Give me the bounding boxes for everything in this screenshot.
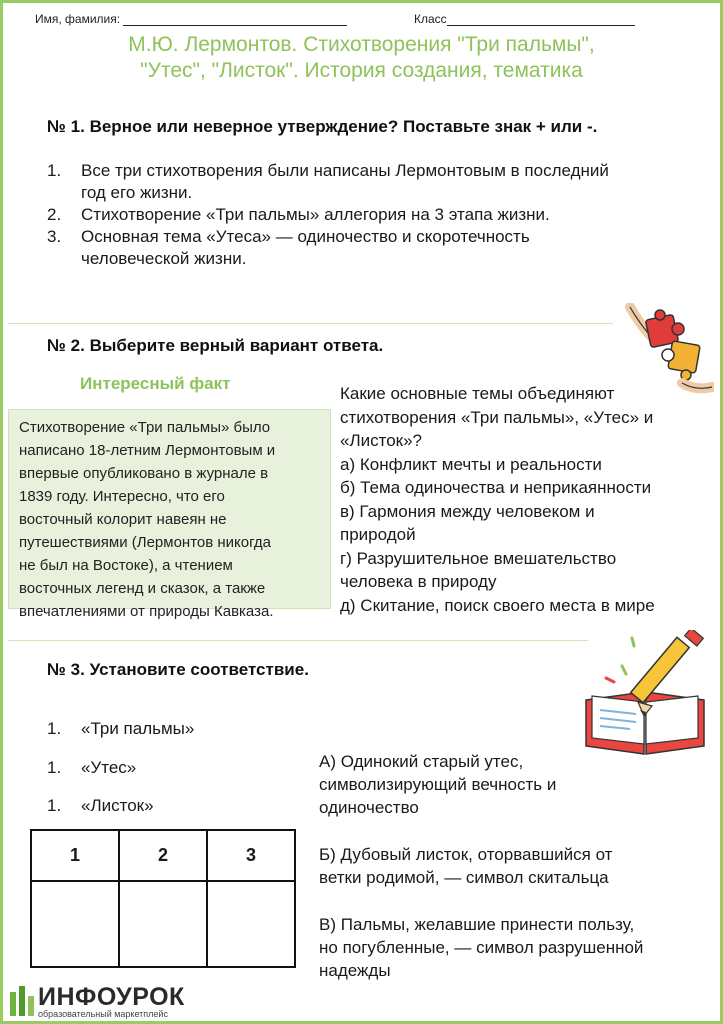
divider: [8, 323, 613, 324]
fact-title: Интересный факт: [80, 374, 231, 393]
fact-box: [8, 409, 331, 620]
logo-tagline: образовательный маркетплейс: [38, 1009, 168, 1019]
name-field: [35, 12, 347, 26]
logo-name: ИНФОУРОК: [38, 983, 185, 1011]
item-text: человеческой жизни.: [81, 249, 247, 268]
answer-table: [30, 829, 296, 968]
list-item: [47, 758, 136, 778]
name-label: Имя, фамилия:: [35, 12, 121, 26]
fact-line: не был на Востоке), а чтением: [19, 557, 233, 574]
table-header-row: [31, 830, 295, 881]
list-item: [47, 719, 194, 739]
book-pencil-icon: [582, 630, 712, 758]
title-line-1: М.Ю. Лермонтов. Стихотворения "Три пальмы",: [128, 33, 595, 56]
fact-line: Стихотворение «Три пальмы» было: [19, 419, 271, 436]
task1-heading: № 1. Верное или неверное утверждение? Поставьте знак + или -.: [47, 117, 598, 136]
answer-option: человека в природу: [340, 572, 497, 591]
fact-line: восточный колорит навеян не: [19, 511, 227, 528]
page-title: [40, 32, 683, 84]
task2-heading: № 2. Выберите верный вариант ответа.: [47, 336, 384, 355]
fact-line: 1839 году. Интересно, что его: [19, 488, 225, 505]
answer-option: природой: [340, 525, 416, 544]
answer-a: [319, 750, 709, 819]
answer-text: В) Пальмы, желавшие принести пользу,: [319, 915, 635, 934]
item-text: «Три пальмы»: [81, 719, 195, 738]
answer-option: д) Скитание, поиск своего места в мире: [340, 595, 655, 615]
answer-cell[interactable]: [119, 881, 207, 967]
item-text: «Утес»: [81, 758, 137, 777]
item-text: Все три стихотворения были написаны Лермонтовым в последний: [81, 161, 609, 180]
answer-b: [319, 843, 709, 889]
answer-text: надежды: [319, 961, 391, 980]
task3-heading: № 3. Установите соответствие.: [47, 660, 309, 679]
item-text: Стихотворение «Три пальмы» аллегория на 3 этапа жизни.: [81, 205, 550, 224]
answer-text: ветки родимой, — символ скитальца: [319, 868, 609, 887]
answer-c: [319, 913, 709, 982]
item-number: 1.: [47, 161, 62, 180]
answer-text: но погубленные, — символ разрушенной: [319, 938, 644, 957]
class-blank: [447, 13, 635, 26]
answer-text: одиночество: [319, 798, 419, 817]
question-block: [340, 382, 710, 617]
fact-line: написано 18-летним Лермонтовым и: [19, 442, 276, 459]
item-text: «Листок»: [81, 796, 154, 815]
answer-option: а) Конфликт мечты и реальности: [340, 454, 602, 474]
fact-line: восточных легенд и сказок, а также: [19, 580, 266, 597]
table-row: [31, 881, 295, 967]
name-blank: [123, 13, 347, 26]
item-number: 1.: [47, 758, 62, 777]
answer-option: б) Тема одиночества и неприкаянности: [340, 478, 652, 497]
table-header-cell: 3: [207, 830, 295, 881]
question-text: «Листок»?: [340, 431, 423, 450]
answer-option: г) Разрушительное вмешательство: [340, 548, 617, 568]
question-text: Какие основные темы объединяют: [340, 384, 615, 403]
list-item: [47, 226, 697, 270]
divider: [8, 640, 588, 641]
answer-text: символизирующий вечность и: [319, 775, 557, 794]
table-header-cell: 2: [119, 830, 207, 881]
item-number: 3.: [47, 227, 62, 246]
item-number: 1.: [47, 796, 62, 815]
answer-text: Б) Дубовый листок, оторвавшийся от: [319, 845, 613, 864]
item-number: 1.: [47, 719, 62, 738]
answer-cell[interactable]: [31, 881, 119, 967]
item-number: 2.: [47, 205, 62, 224]
answer-option: в) Гармония между человеком и: [340, 501, 595, 521]
fact-line: путешествиями (Лермонтов никогда: [19, 534, 272, 551]
answer-cell[interactable]: [207, 881, 295, 967]
task1-list: [47, 160, 697, 270]
answer-text: А) Одинокий старый утес,: [319, 752, 524, 771]
table-header-cell: 1: [31, 830, 119, 881]
class-field: [414, 12, 635, 26]
fact-line: впечатлениями от природы Кавказа.: [19, 603, 274, 620]
list-item: [47, 796, 154, 816]
list-item: [47, 204, 697, 226]
title-line-2: "Утес", "Листок". История создания, тематика: [140, 59, 583, 82]
class-label: Класс: [414, 12, 447, 26]
question-text: стихотворения «Три пальмы», «Утес» и: [340, 407, 654, 427]
fact-line: впервые опубликовано в журнале в: [19, 465, 269, 482]
list-item: [47, 160, 697, 204]
item-text: Основная тема «Утеса» — одиночество и скоротечность: [81, 227, 530, 246]
infourok-logo-icon: [8, 984, 36, 1018]
item-text: год его жизни.: [81, 183, 193, 202]
